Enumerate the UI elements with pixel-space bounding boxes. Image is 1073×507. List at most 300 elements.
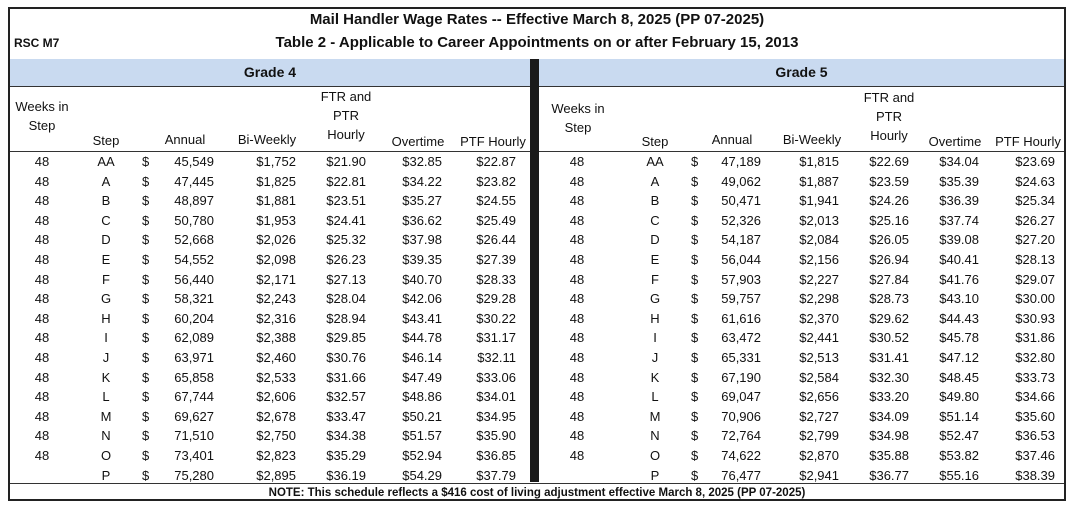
weeks-in-step-header: [12, 97, 72, 135]
biweekly-cell: $1,825: [256, 173, 296, 189]
weeks-header-line2: Step: [28, 118, 56, 133]
step-cell: O: [100, 448, 112, 463]
biweekly-cell: $1,815: [799, 154, 839, 169]
table-row: [539, 348, 1064, 368]
annual-cell: 58,321: [174, 291, 214, 307]
ptf-hourly-cell: $27.20: [1015, 232, 1055, 248]
annual-cell: 56,440: [174, 271, 214, 287]
ftr-hourly-cell: $28.94: [326, 310, 366, 326]
ftr-hourly-header: [316, 87, 376, 144]
annual-cell: 76,477: [721, 467, 761, 483]
grade-4-heading: Grade 4: [10, 59, 530, 87]
annual-cell: 63,971: [174, 350, 214, 365]
ftr-hourly-cell: $26.23: [326, 252, 366, 267]
rsc-label: RSC M7: [14, 36, 60, 50]
biweekly-cell: $2,156: [799, 252, 839, 267]
biweekly-cell: $2,584: [799, 369, 839, 385]
step-cell: G: [649, 291, 661, 307]
step-header: Step: [92, 133, 120, 148]
table-row: [539, 309, 1064, 329]
dollar-sign: $: [691, 154, 699, 169]
annual-cell: 49,062: [721, 173, 761, 189]
step-cell: C: [650, 212, 660, 228]
biweekly-cell: $2,171: [256, 271, 296, 287]
ptf-hourly-cell: $25.49: [476, 212, 516, 228]
step-cell: K: [101, 369, 111, 385]
weeks-in-step-header: [543, 99, 613, 137]
dollar-sign: $: [142, 310, 150, 326]
dollar-sign: $: [691, 212, 699, 228]
weeks-cell: 48: [569, 173, 585, 189]
overtime-cell: $36.62: [402, 212, 442, 228]
annual-cell: 67,744: [174, 389, 214, 405]
ftr-hourly-cell: $30.76: [326, 350, 366, 365]
overtime-cell: $40.41: [939, 252, 979, 267]
ptf-hourly-cell: $34.66: [1015, 389, 1055, 405]
ptf-hourly-cell: $29.07: [1015, 271, 1055, 287]
overtime-cell: $43.10: [939, 291, 979, 307]
step-cell: I: [653, 330, 657, 346]
dollar-sign: $: [691, 448, 699, 463]
table-row: [10, 407, 530, 427]
dollar-sign: $: [142, 232, 150, 248]
ptf-hourly-cell: $37.46: [1015, 448, 1055, 463]
panel-divider: [530, 59, 539, 482]
step-cell: L: [102, 389, 110, 405]
dollar-sign: $: [142, 291, 150, 307]
ftr-hourly-cell: $28.04: [326, 291, 366, 307]
annual-cell: 54,552: [174, 252, 214, 267]
weeks-cell: 48: [569, 428, 585, 444]
ptf-hourly-cell: $35.90: [476, 428, 516, 444]
step-cell: H: [650, 310, 660, 326]
step-cell: AA: [646, 154, 664, 169]
ptf-hourly-cell: $34.95: [476, 408, 516, 424]
overtime-cell: $42.06: [402, 291, 442, 307]
annual-cell: 50,471: [721, 193, 761, 209]
table-row: [10, 289, 530, 309]
ptf-hourly-cell: $37.79: [476, 467, 516, 483]
step-cell: M: [100, 408, 112, 424]
overtime-cell: $52.47: [939, 428, 979, 444]
annual-cell: 60,204: [174, 310, 214, 326]
annual-cell: 74,622: [721, 448, 761, 463]
dollar-sign: $: [691, 271, 699, 287]
annual-cell: 52,326: [721, 212, 761, 228]
weeks-cell: 48: [34, 389, 50, 405]
table-row: [10, 328, 530, 348]
ptf-hourly-cell: $27.39: [476, 252, 516, 267]
ptf-hourly-cell: $26.44: [476, 232, 516, 248]
dollar-sign: $: [691, 467, 699, 483]
annual-header: Annual: [164, 132, 206, 147]
dollar-sign: $: [142, 193, 150, 209]
biweekly-cell: $2,870: [799, 448, 839, 463]
biweekly-cell: $2,298: [799, 291, 839, 307]
annual-cell: 65,331: [721, 350, 761, 365]
overtime-cell: $39.35: [402, 252, 442, 267]
ftr-hourly-cell: $34.98: [869, 428, 909, 444]
annual-cell: 69,627: [174, 408, 214, 424]
ftr-hourly-cell: $26.94: [869, 252, 909, 267]
dollar-sign: $: [691, 408, 699, 424]
dollar-sign: $: [691, 369, 699, 385]
ftr-header-line1: FTR and: [863, 90, 915, 105]
overtime-cell: $50.21: [402, 408, 442, 424]
ptf-hourly-header: PTF Hourly: [995, 134, 1061, 149]
annual-cell: 59,757: [721, 291, 761, 307]
dollar-sign: $: [691, 173, 699, 189]
step-cell: J: [102, 350, 110, 365]
overtime-cell: $48.86: [402, 389, 442, 405]
weeks-cell: 48: [34, 369, 50, 385]
ftr-header-line2: PTR: [333, 108, 359, 123]
biweekly-cell: $2,316: [256, 310, 296, 326]
ftr-header-line3: Hourly: [327, 127, 365, 142]
overtime-cell: $32.85: [402, 154, 442, 169]
ftr-hourly-cell: $22.69: [869, 154, 909, 169]
ptf-hourly-cell: $33.73: [1015, 369, 1055, 385]
grade-5-panel: [539, 59, 1064, 482]
step-cell: F: [651, 271, 659, 287]
ptf-hourly-cell: $31.17: [476, 330, 516, 346]
ptf-hourly-cell: $34.01: [476, 389, 516, 405]
annual-cell: 65,858: [174, 369, 214, 385]
table-row: [539, 250, 1064, 270]
dollar-sign: $: [142, 154, 150, 169]
ptf-hourly-cell: $30.00: [1015, 291, 1055, 307]
ftr-hourly-cell: $35.29: [326, 448, 366, 463]
weeks-cell: 48: [34, 428, 50, 444]
dollar-sign: $: [142, 330, 150, 346]
table-row: [10, 426, 530, 446]
annual-cell: 47,189: [721, 154, 761, 169]
ptf-hourly-header: PTF Hourly: [460, 134, 526, 149]
step-cell: N: [650, 428, 660, 444]
ftr-hourly-cell: $22.81: [326, 173, 366, 189]
dollar-sign: $: [142, 212, 150, 228]
table-row: [539, 328, 1064, 348]
overtime-header: Overtime: [391, 134, 445, 149]
biweekly-cell: $2,441: [799, 330, 839, 346]
table-row: [10, 387, 530, 407]
overtime-cell: $37.98: [402, 232, 442, 248]
dollar-sign: $: [691, 350, 699, 365]
biweekly-cell: $2,227: [799, 271, 839, 287]
ptf-hourly-cell: $25.34: [1015, 193, 1055, 209]
ftr-hourly-header: [857, 88, 921, 145]
overtime-cell: $46.14: [402, 350, 442, 365]
step-cell: K: [650, 369, 660, 385]
table-row: [10, 368, 530, 388]
table-row: [539, 230, 1064, 250]
biweekly-cell: $2,799: [799, 428, 839, 444]
biweekly-cell: $1,881: [256, 193, 296, 209]
biweekly-cell: $1,941: [799, 193, 839, 209]
biweekly-cell: $2,895: [256, 467, 296, 483]
overtime-cell: $35.27: [402, 193, 442, 209]
weeks-cell: 48: [569, 232, 585, 248]
dollar-sign: $: [142, 173, 150, 189]
ptf-hourly-cell: $26.27: [1015, 212, 1055, 228]
overtime-cell: $51.57: [402, 428, 442, 444]
ftr-hourly-cell: $26.05: [869, 232, 909, 248]
step-cell: F: [102, 271, 110, 287]
overtime-cell: $51.14: [939, 408, 979, 424]
table-row: [539, 446, 1064, 466]
dollar-sign: $: [691, 310, 699, 326]
weeks-cell: 48: [34, 252, 50, 267]
weeks-cell: 48: [34, 173, 50, 189]
table-row: [10, 250, 530, 270]
ftr-hourly-cell: $30.52: [869, 330, 909, 346]
table-row: [539, 152, 1064, 172]
annual-cell: 75,280: [174, 467, 214, 483]
ftr-header-line2: PTR: [876, 109, 902, 124]
annual-header: Annual: [711, 132, 753, 147]
weeks-cell: 48: [34, 154, 50, 169]
dollar-sign: $: [691, 252, 699, 267]
overtime-cell: $44.43: [939, 310, 979, 326]
weeks-header-line2: Step: [564, 120, 592, 135]
table-row: [539, 172, 1064, 192]
biweekly-header: Bi-Weekly: [782, 132, 842, 147]
ftr-hourly-cell: $24.26: [869, 193, 909, 209]
table-row: [539, 211, 1064, 231]
dollar-sign: $: [142, 428, 150, 444]
table-row: [539, 289, 1064, 309]
weeks-cell: 48: [34, 408, 50, 424]
step-cell: E: [650, 252, 660, 267]
ftr-hourly-cell: $21.90: [326, 154, 366, 169]
biweekly-cell: $1,752: [256, 154, 296, 169]
biweekly-cell: $2,533: [256, 369, 296, 385]
biweekly-cell: $2,243: [256, 291, 296, 307]
annual-cell: 47,445: [174, 173, 214, 189]
biweekly-cell: $2,013: [799, 212, 839, 228]
weeks-cell: 48: [34, 310, 50, 326]
ftr-hourly-cell: $28.73: [869, 291, 909, 307]
biweekly-cell: $2,750: [256, 428, 296, 444]
step-cell: B: [650, 193, 660, 209]
table-row: [539, 191, 1064, 211]
dollar-sign: $: [142, 408, 150, 424]
table-row: [10, 446, 530, 466]
weeks-cell: 48: [569, 291, 585, 307]
weeks-cell: 48: [569, 369, 585, 385]
dollar-sign: $: [691, 428, 699, 444]
table-row: [10, 230, 530, 250]
annual-cell: 71,510: [174, 428, 214, 444]
table-row: [10, 309, 530, 329]
annual-cell: 67,190: [721, 369, 761, 385]
overtime-cell: $52.94: [402, 448, 442, 463]
weeks-cell: 48: [569, 271, 585, 287]
weeks-cell: 48: [34, 350, 50, 365]
dollar-sign: $: [142, 467, 150, 483]
table-row: [10, 211, 530, 231]
weeks-cell: 48: [569, 408, 585, 424]
overtime-cell: $45.78: [939, 330, 979, 346]
ftr-hourly-cell: $27.84: [869, 271, 909, 287]
annual-cell: 70,906: [721, 408, 761, 424]
biweekly-cell: $2,727: [799, 408, 839, 424]
ptf-hourly-cell: $28.33: [476, 271, 516, 287]
biweekly-cell: $2,370: [799, 310, 839, 326]
annual-cell: 50,780: [174, 212, 214, 228]
biweekly-cell: $2,656: [799, 389, 839, 405]
annual-cell: 54,187: [721, 232, 761, 248]
ptf-hourly-cell: $24.55: [476, 193, 516, 209]
overtime-cell: $36.39: [939, 193, 979, 209]
dollar-sign: $: [691, 389, 699, 405]
biweekly-cell: $2,026: [256, 232, 296, 248]
biweekly-cell: $2,084: [799, 232, 839, 248]
table-row: [539, 270, 1064, 290]
ptf-hourly-cell: $22.87: [476, 154, 516, 169]
ftr-hourly-cell: $36.19: [326, 467, 366, 483]
biweekly-cell: $2,606: [256, 389, 296, 405]
weeks-cell: 48: [34, 448, 50, 463]
ftr-hourly-cell: $29.85: [326, 330, 366, 346]
annual-cell: 62,089: [174, 330, 214, 346]
ptf-hourly-cell: $24.63: [1015, 173, 1055, 189]
weeks-cell: 48: [569, 330, 585, 346]
dollar-sign: $: [142, 271, 150, 287]
annual-cell: 48,897: [174, 193, 214, 209]
weeks-cell: 48: [569, 154, 585, 169]
grade-5-heading: Grade 5: [539, 59, 1064, 87]
ptf-hourly-cell: $36.53: [1015, 428, 1055, 444]
cola-note: NOTE: This schedule reflects a $416 cost of living adjustment effective March 8, 2025 (PP 07-2025): [10, 483, 1064, 502]
ptf-hourly-cell: $33.06: [476, 369, 516, 385]
weeks-cell: 48: [569, 310, 585, 326]
overtime-cell: $34.04: [939, 154, 979, 169]
dollar-sign: $: [691, 193, 699, 209]
step-cell: N: [101, 428, 111, 444]
ftr-hourly-cell: $25.32: [326, 232, 366, 248]
ptf-hourly-cell: $32.80: [1015, 350, 1055, 365]
overtime-cell: $49.80: [939, 389, 979, 405]
overtime-cell: $40.70: [402, 271, 442, 287]
table-subtitle: Table 2 - Applicable to Career Appointments on or after February 15, 2013: [275, 34, 799, 51]
table-row: [539, 426, 1064, 446]
ptf-hourly-cell: $31.86: [1015, 330, 1055, 346]
biweekly-cell: $2,678: [256, 408, 296, 424]
overtime-cell: $37.74: [939, 212, 979, 228]
ftr-hourly-cell: $24.41: [326, 212, 366, 228]
weeks-cell: 48: [569, 389, 585, 405]
ftr-hourly-cell: $33.20: [869, 389, 909, 405]
step-cell: H: [101, 310, 111, 326]
step-cell: I: [104, 330, 108, 346]
overtime-cell: $48.45: [939, 369, 979, 385]
ftr-header-line3: Hourly: [870, 128, 908, 143]
overtime-cell: $43.41: [402, 310, 442, 326]
biweekly-cell: $2,823: [256, 448, 296, 463]
ftr-hourly-cell: $27.13: [326, 271, 366, 287]
step-cell: O: [649, 448, 661, 463]
step-cell: D: [650, 232, 660, 248]
ptf-hourly-cell: $28.13: [1015, 252, 1055, 267]
ftr-header-line1: FTR and: [320, 89, 372, 104]
dollar-sign: $: [691, 232, 699, 248]
weeks-cell: 48: [34, 271, 50, 287]
biweekly-cell: $2,388: [256, 330, 296, 346]
annual-cell: 52,668: [174, 232, 214, 248]
ptf-hourly-cell: $36.85: [476, 448, 516, 463]
grade-4-panel: [10, 59, 530, 482]
step-cell: G: [100, 291, 112, 307]
weeks-cell: 48: [34, 232, 50, 248]
ptf-hourly-cell: $23.82: [476, 173, 516, 189]
weeks-cell: 48: [569, 252, 585, 267]
wage-rate-sheet: [8, 7, 1066, 501]
weeks-cell: 48: [569, 193, 585, 209]
step-cell: P: [101, 467, 111, 483]
dollar-sign: $: [691, 330, 699, 346]
overtime-header: Overtime: [928, 134, 982, 149]
ptf-hourly-cell: $32.11: [477, 350, 516, 365]
annual-cell: 63,472: [721, 330, 761, 346]
dollar-sign: $: [142, 448, 150, 463]
step-cell: A: [650, 173, 660, 189]
weeks-cell: 48: [569, 448, 585, 463]
weeks-cell: 48: [34, 330, 50, 346]
overtime-cell: $54.29: [402, 467, 442, 483]
step-cell: E: [101, 252, 111, 267]
table-row: [10, 172, 530, 192]
step-cell: L: [651, 389, 659, 405]
table-row: [10, 152, 530, 172]
ftr-hourly-cell: $31.66: [326, 369, 366, 385]
step-cell: AA: [97, 154, 115, 169]
ftr-hourly-cell: $29.62: [869, 310, 909, 326]
step-cell: P: [650, 467, 660, 483]
weeks-cell: 48: [34, 291, 50, 307]
biweekly-header: Bi-Weekly: [237, 132, 297, 147]
page-title: Mail Handler Wage Rates -- Effective March 8, 2025 (PP 07-2025): [309, 11, 765, 28]
weeks-cell: 48: [569, 212, 585, 228]
table-row: [10, 348, 530, 368]
weeks-header-line1: Weeks in: [15, 99, 69, 114]
dollar-sign: $: [142, 389, 150, 405]
table-row: [539, 407, 1064, 427]
ftr-hourly-cell: $25.16: [869, 212, 909, 228]
ptf-hourly-cell: $38.39: [1015, 467, 1055, 483]
weeks-header-line1: Weeks in: [551, 101, 605, 116]
biweekly-cell: $1,887: [799, 173, 839, 189]
overtime-cell: $53.82: [939, 448, 979, 463]
ptf-hourly-cell: $30.22: [476, 310, 516, 326]
overtime-cell: $47.12: [939, 350, 979, 365]
biweekly-cell: $2,098: [256, 252, 296, 267]
annual-cell: 73,401: [174, 448, 214, 463]
ptf-hourly-cell: $29.28: [476, 291, 516, 307]
weeks-cell: 48: [569, 350, 585, 365]
annual-cell: 72,764: [721, 428, 761, 444]
ptf-hourly-cell: $30.93: [1015, 310, 1055, 326]
annual-cell: 45,549: [174, 154, 214, 169]
annual-cell: 69,047: [721, 389, 761, 405]
overtime-cell: $44.78: [402, 330, 442, 346]
overtime-cell: $34.22: [402, 173, 442, 189]
step-cell: D: [101, 232, 111, 248]
ftr-hourly-cell: $23.51: [326, 193, 366, 209]
ftr-hourly-cell: $36.77: [869, 467, 909, 483]
dollar-sign: $: [142, 350, 150, 365]
overtime-cell: $35.39: [939, 173, 979, 189]
